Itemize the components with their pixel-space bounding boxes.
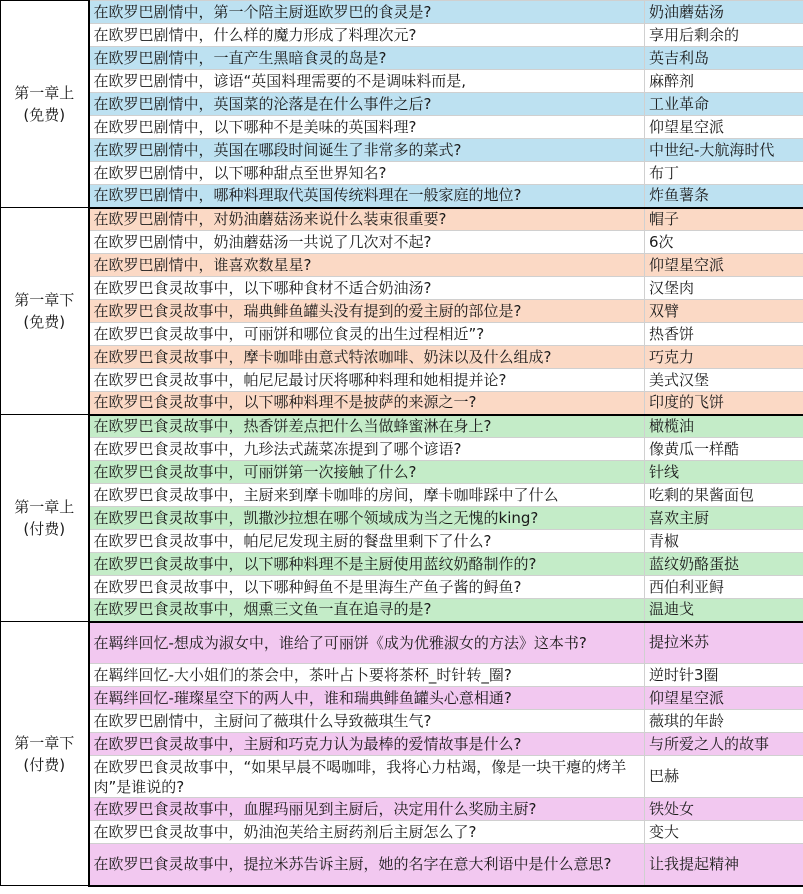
answer-cell: 热香饼 (645, 323, 803, 346)
question-cell: 在欧罗巴食灵故事中，帕尼尼最讨厌将哪种料理和她相提并论? (89, 369, 645, 392)
question-cell: 在欧罗巴食灵故事中，热香饼差点把什么当做蜂蜜淋在身上? (89, 415, 645, 438)
question-cell: 在欧罗巴食灵故事中，九珍法式蔬菜冻提到了哪个谚语? (89, 438, 645, 461)
answer-cell: 吃剩的果酱面包 (645, 484, 803, 507)
table-row (1, 323, 803, 346)
table-row (1, 1, 803, 24)
answer-cell: 享用后剩余的 (645, 24, 803, 47)
question-cell: 在欧罗巴剧情中，对奶油蘑菇汤来说什么装束很重要? (89, 208, 645, 231)
table-row (1, 254, 803, 277)
question-cell: 在欧罗巴食灵故事中，以下哪种料理不是披萨的来源之一? (89, 392, 645, 415)
table-row (1, 484, 803, 507)
table-row (1, 277, 803, 300)
answer-cell: 西伯利亚鲟 (645, 576, 803, 599)
answer-cell: 蓝纹奶酪蛋挞 (645, 553, 803, 576)
answer-cell: 针线 (645, 461, 803, 484)
table-row (1, 162, 803, 185)
answer-cell: 布丁 (645, 162, 803, 185)
question-cell: 在欧罗巴剧情中，奶油蘑菇汤一共说了几次对不起? (89, 231, 645, 254)
table-row (1, 300, 803, 323)
question-cell: 在欧罗巴剧情中，英国在哪段时间诞生了非常多的菜式? (89, 139, 645, 162)
answer-cell: 巧克力 (645, 346, 803, 369)
table-row (1, 70, 803, 93)
question-cell: 在欧罗巴食灵故事中，以下哪种料理不是主厨使用蓝纹奶酪制作的? (89, 553, 645, 576)
table-row (1, 185, 803, 208)
table-row (1, 756, 803, 798)
table-row (1, 507, 803, 530)
answer-cell: 英吉利岛 (645, 47, 803, 70)
table-row (1, 710, 803, 733)
question-cell: 在欧罗巴食灵故事中，烟熏三文鱼一直在追寻的是? (89, 599, 645, 622)
chapter-title: 第一章上 (14, 84, 75, 102)
question-cell: 在欧罗巴食灵故事中，以下哪种鲟鱼不是里海生产鱼子酱的鲟鱼? (89, 576, 645, 599)
table-row (1, 844, 803, 886)
answer-cell: 6次 (645, 231, 803, 254)
chapter-label (1, 415, 89, 622)
table-row (1, 346, 803, 369)
table-row (1, 47, 803, 70)
chapter-title: 第一章下 (14, 291, 75, 309)
question-cell: 在羁绊回忆-璀璨星空下的两人中，谁和瑞典鲱鱼罐头心意相通? (89, 687, 645, 710)
table-row (1, 622, 803, 664)
question-cell: 在欧罗巴食灵故事中，帕尼尼发现主厨的餐盘里剩下了什么? (89, 530, 645, 553)
question-cell: 在欧罗巴食灵故事中，以下哪种食材不适合奶油汤? (89, 277, 645, 300)
table-row (1, 231, 803, 254)
answer-cell: 帽子 (645, 208, 803, 231)
question-cell: 在欧罗巴剧情中，什么样的魔力形成了料理次元? (89, 24, 645, 47)
chapter-price-type: (免费) (23, 313, 66, 331)
answer-cell: 铁处女 (645, 798, 803, 821)
answer-cell: 提拉米苏 (645, 622, 803, 664)
answer-cell: 工业革命 (645, 93, 803, 116)
table-row (1, 116, 803, 139)
answer-cell: 美式汉堡 (645, 369, 803, 392)
question-cell: 在欧罗巴剧情中，谚语“英国料理需要的不是调味料而是, (89, 70, 645, 93)
answer-cell: 印度的飞饼 (645, 392, 803, 415)
question-cell: 在欧罗巴剧情中，以下哪种甜点至世界知名? (89, 162, 645, 185)
answer-cell: 与所爱之人的故事 (645, 733, 803, 756)
answer-cell: 麻醉剂 (645, 70, 803, 93)
chapter-label (1, 208, 89, 415)
answer-cell: 让我提起精神 (645, 844, 803, 886)
table-row (1, 415, 803, 438)
table-row (1, 139, 803, 162)
table-body (1, 1, 803, 886)
question-cell: 在欧罗巴剧情中，谁喜欢数星星? (89, 254, 645, 277)
answer-cell: 巴赫 (645, 756, 803, 798)
table-row (1, 24, 803, 47)
answer-cell: 温迪戈 (645, 599, 803, 622)
table-row (1, 664, 803, 687)
question-cell: 在欧罗巴食灵故事中，“如果早晨不喝咖啡，我将心力枯竭，像是一块干瘪的烤羊肉”是谁说的? (89, 756, 645, 798)
question-cell: 在欧罗巴剧情中，以下哪种不是美味的英国料理? (89, 116, 645, 139)
question-cell: 在欧罗巴食灵故事中，摩卡咖啡由意式特浓咖啡、奶沫以及什么组成? (89, 346, 645, 369)
answer-cell: 双臂 (645, 300, 803, 323)
table-row (1, 392, 803, 415)
answer-cell: 仰望星空派 (645, 687, 803, 710)
question-cell: 在欧罗巴食灵故事中，主厨和巧克力认为最棒的爱情故事是什么? (89, 733, 645, 756)
answer-cell: 变大 (645, 821, 803, 844)
question-cell: 在欧罗巴剧情中，一直产生黑暗食灵的岛是? (89, 47, 645, 70)
answer-cell: 青椒 (645, 530, 803, 553)
table-row (1, 733, 803, 756)
table-row (1, 599, 803, 622)
question-cell: 在欧罗巴食灵故事中，奶油泡芙给主厨药剂后主厨怎么了? (89, 821, 645, 844)
chapter-title: 第一章下 (14, 733, 75, 752)
answer-cell: 喜欢主厨 (645, 507, 803, 530)
table-row (1, 438, 803, 461)
table-row (1, 461, 803, 484)
answer-cell: 像黄瓜一样酷 (645, 438, 803, 461)
question-cell: 在欧罗巴食灵故事中，血腥玛丽见到主厨后，决定用什么奖励主厨? (89, 798, 645, 821)
question-cell: 在羁绊回忆-大小姐们的茶会中，茶叶占卜要将茶杯_时针转_圈? (89, 664, 645, 687)
answer-cell: 逆时针3圈 (645, 664, 803, 687)
table-row (1, 530, 803, 553)
question-cell: 在欧罗巴剧情中，第一个陪主厨逛欧罗巴的食灵是? (89, 1, 645, 24)
table-row (1, 208, 803, 231)
table-row (1, 798, 803, 821)
answer-cell: 仰望星空派 (645, 254, 803, 277)
answer-cell: 中世纪-大航海时代 (645, 139, 803, 162)
chapter-price-type: (免费) (23, 106, 66, 124)
table-row (1, 553, 803, 576)
table-row (1, 821, 803, 844)
question-cell: 在欧罗巴剧情中，主厨问了薇琪什么导致薇琪生气? (89, 710, 645, 733)
question-cell: 在欧罗巴食灵故事中，可丽饼第一次接触了什么? (89, 461, 645, 484)
answer-cell: 奶油蘑菇汤 (645, 1, 803, 24)
table-row (1, 93, 803, 116)
answer-cell: 炸鱼薯条 (645, 185, 803, 208)
answer-cell: 仰望星空派 (645, 116, 803, 139)
question-cell: 在欧罗巴食灵故事中，瑞典鲱鱼罐头没有提到的爱主厨的部位是? (89, 300, 645, 323)
chapter-price-type: (付费) (23, 520, 66, 538)
question-cell: 在欧罗巴食灵故事中，凯撒沙拉想在哪个领域成为当之无愧的king? (89, 507, 645, 530)
question-cell: 在欧罗巴食灵故事中，提拉米苏告诉主厨，她的名字在意大利语中是什么意思? (89, 844, 645, 886)
table-row (1, 369, 803, 392)
question-cell: 在欧罗巴食灵故事中，可丽饼和哪位食灵的出生过程相近”? (89, 323, 645, 346)
answer-cell: 汉堡肉 (645, 277, 803, 300)
chapter-label (1, 622, 89, 886)
question-cell: 在欧罗巴剧情中，英国菜的沦落是在什么事件之后? (89, 93, 645, 116)
answer-cell: 橄榄油 (645, 415, 803, 438)
table-row (1, 576, 803, 599)
question-cell: 在羁绊回忆-想成为淑女中，谁给了可丽饼《成为优雅淑女的方法》这本书? (89, 622, 645, 664)
answer-cell: 薇琪的年龄 (645, 710, 803, 733)
chapter-price-type: (付费) (23, 755, 66, 774)
chapter-title: 第一章上 (14, 498, 75, 516)
question-cell: 在欧罗巴食灵故事中，主厨来到摩卡咖啡的房间，摩卡咖啡踩中了什么 (89, 484, 645, 507)
table-row (1, 687, 803, 710)
question-cell: 在欧罗巴剧情中，哪种料理取代英国传统料理在一般家庭的地位? (89, 185, 645, 208)
chapter-label (1, 1, 89, 208)
